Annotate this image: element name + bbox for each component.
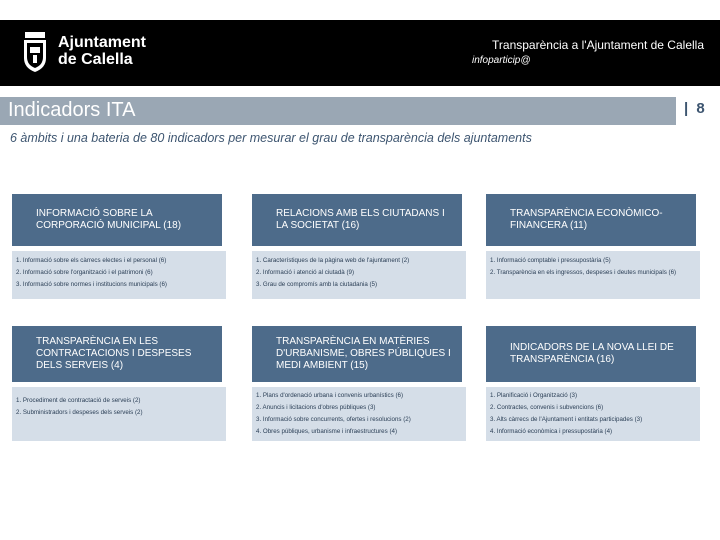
- card-body: [252, 251, 466, 299]
- ajuntament-logo[interactable]: [22, 30, 152, 76]
- card-item: 1. Informació sobre els càrrecs electes i el personal (6): [16, 257, 167, 264]
- page-title: Indicadors ITA: [8, 99, 136, 121]
- card-item: 3. Grau de compromís amb la ciutadania (5): [256, 281, 378, 288]
- card-title: INDICADORS DE LA NOVA LLEI DE TRANSPARÈNCIA (16): [486, 326, 696, 382]
- card-body: [486, 251, 700, 299]
- logo-line-1: Ajuntament: [58, 34, 146, 51]
- card-body: [12, 251, 226, 299]
- header-subtitle: infoparticip@: [472, 55, 531, 66]
- page-subtitle: 6 àmbits i una bateria de 80 indicadors per mesurar el grau de transparència dels ajuntaments: [10, 131, 532, 145]
- card-item: 2. Informació sobre l'organització i el patrimoni (6): [16, 269, 153, 276]
- card-title: TRANSPARÈNCIA EN MATÈRIES D'URBANISME, OBRES PÚBLIQUES I MEDI AMBIENT (15): [252, 326, 462, 382]
- card-item: 3. Alts càrrecs de l'Ajuntament i entitats participades (3): [490, 416, 643, 423]
- card-item: 1. Característiques de la pàgina web de l'ajuntament (2): [256, 257, 410, 264]
- card-item: 2. Informació i atenció al ciutadà (9): [256, 269, 355, 276]
- card-body: [12, 387, 226, 441]
- card-item: 3. Informació sobre normes i institucions municipals (6): [16, 281, 167, 288]
- card-item: 4. Informació econòmica i pressupostària (4): [490, 428, 613, 435]
- card-item: 4. Obres públiques, urbanisme i infraestructures (4): [256, 428, 398, 435]
- card-item: 1. Procediment de contractació de serveis (2): [16, 397, 141, 404]
- card-body: [252, 387, 466, 441]
- card-item: 2. Transparència en els ingressos, despeses i deutes municipals (6): [490, 269, 677, 276]
- header-bar: [0, 20, 720, 86]
- card-item: 2. Contractes, convenis i subvencions (6): [490, 404, 604, 411]
- card-title: INFORMACIÓ SOBRE LA CORPORACIÓ MUNICIPAL (18): [12, 194, 222, 246]
- card-body: [486, 387, 700, 441]
- logo-line-2: de Calella: [58, 51, 133, 68]
- card-title: TRANSPARÈNCIA ECONÒMICO-FINANCERA (11): [486, 194, 696, 246]
- card-item: 3. Informació sobre concurrents, ofertes i resolucions (2): [256, 416, 411, 423]
- coat-of-arms-icon: [22, 32, 48, 72]
- card-item: 1. Planificació i Organització (3): [490, 392, 578, 399]
- card-title: RELACIONS AMB ELS CIUTADANS I LA SOCIETAT (16): [252, 194, 462, 246]
- card-item: 2. Subministradors i despeses dels serveis (2): [16, 409, 143, 416]
- card-item: 2. Anuncis i licitacions d'obres públiques (3): [256, 404, 376, 411]
- page-number: | 8: [684, 100, 707, 117]
- header-title: Transparència a l'Ajuntament de Calella: [492, 38, 704, 52]
- card-title: TRANSPARÈNCIA EN LES CONTRACTACIONS I DESPESES DELS SERVEIS (4): [12, 326, 222, 382]
- card-item: 1. Informació comptable i pressupostària (5): [490, 257, 611, 264]
- logo-text: [58, 34, 146, 68]
- card-item: 1. Plans d'ordenació urbana i convenis urbanístics (6): [256, 392, 404, 399]
